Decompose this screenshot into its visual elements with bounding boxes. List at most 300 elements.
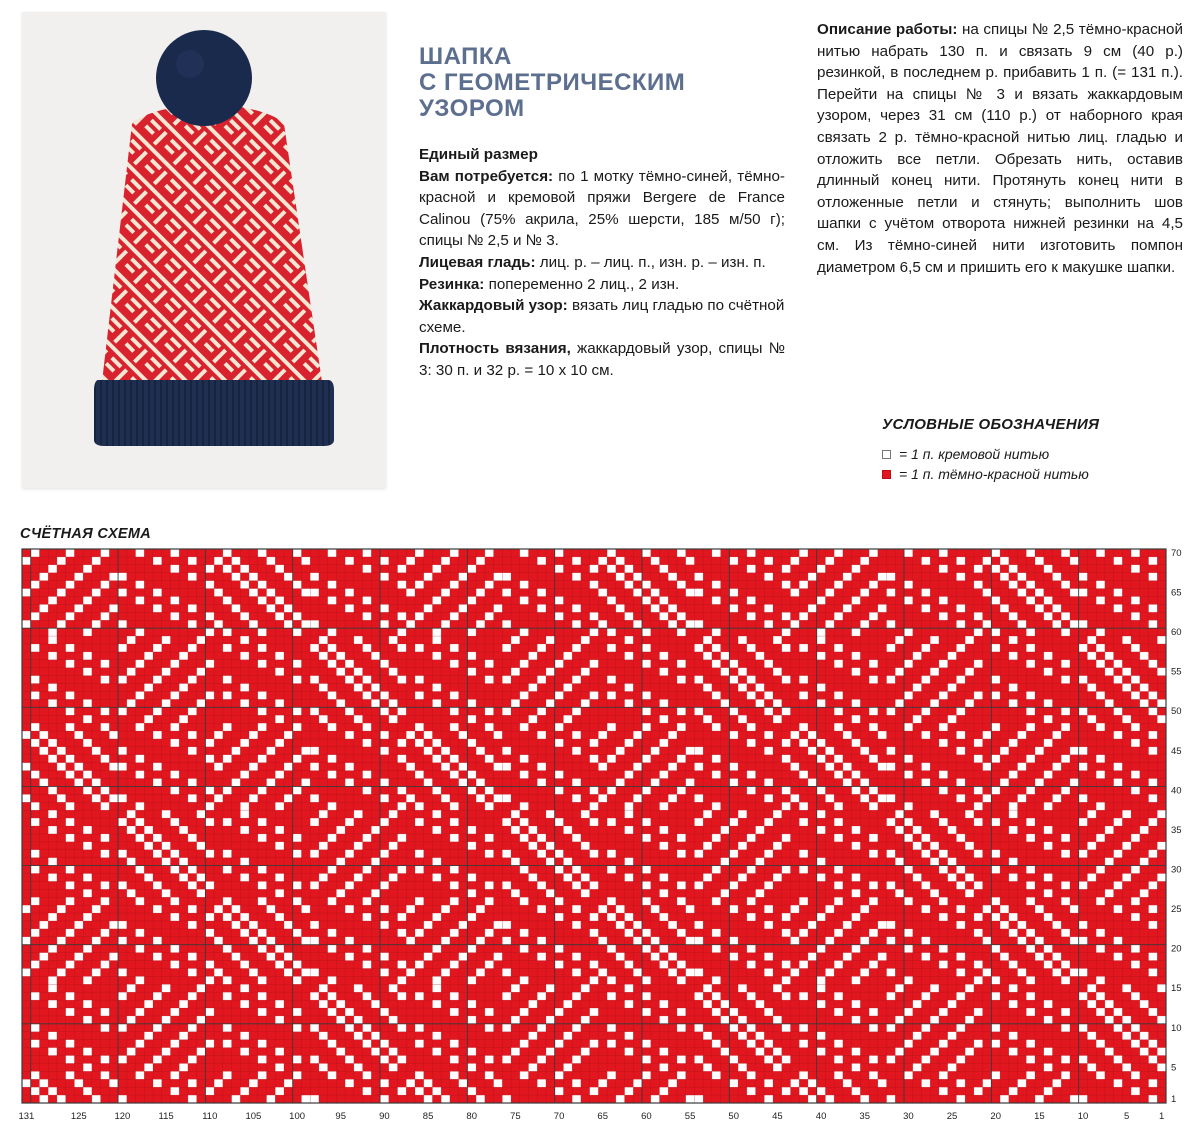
cream-stitch [92,794,101,802]
cream-stitch [1061,834,1070,842]
cream-stitch [476,905,485,913]
cream-stitch [834,1040,843,1048]
cream-stitch [205,1040,214,1048]
cream-stitch [363,596,372,604]
cream-stitch [1018,620,1027,628]
cream-stitch [432,858,441,866]
cream-stitch [92,589,101,597]
cream-stitch [66,707,75,715]
cream-stitch [991,628,1000,636]
cream-stitch [1009,612,1018,620]
cream-stitch [258,707,267,715]
cream-stitch [878,604,887,612]
cream-stitch [1009,1000,1018,1008]
cream-stitch [136,929,145,937]
cream-stitch [520,802,529,810]
work-description [817,19,1183,278]
cream-stitch [939,850,948,858]
cream-stitch [1052,953,1061,961]
cream-stitch [895,668,904,676]
cream-stitch [284,731,293,739]
cream-stitch [520,897,529,905]
cream-stitch [764,747,773,755]
cream-stitch [380,604,389,612]
cream-stitch [642,660,651,668]
cream-stitch [1018,937,1027,945]
cream-stitch [197,1016,206,1024]
cream-stitch [48,652,57,660]
cream-stitch [790,589,799,597]
cream-stitch [380,968,389,976]
cream-stitch [301,905,310,913]
cream-stitch [921,1056,930,1064]
cream-stitch [328,755,337,763]
cream-stitch [406,763,415,771]
cream-stitch [1096,992,1105,1000]
cream-stitch [965,1048,974,1056]
cream-stitch [983,794,992,802]
cream-stitch [467,945,476,953]
cream-stitch [572,1056,581,1064]
cream-stitch [1009,810,1018,818]
cream-stitch [459,779,468,787]
cream-stitch [83,668,92,676]
cream-stitch [1009,1087,1018,1095]
cream-stitch [1044,802,1053,810]
cream-stitch [1140,858,1149,866]
cream-stitch [860,1095,869,1103]
cream-stitch [1096,723,1105,731]
cream-stitch [205,818,214,826]
cream-stitch [1009,636,1018,644]
legend-title: УСЛОВНЫЕ ОБОЗНАЧЕНИЯ [882,416,1100,433]
cream-stitch [651,589,660,597]
cream-stitch [1157,1063,1166,1071]
specs-column [419,144,785,382]
cream-stitch [1009,652,1018,660]
cream-stitch [1131,1040,1140,1048]
cream-stitch [563,715,572,723]
cream-stitch [904,866,913,874]
cream-stitch [729,604,738,612]
cream-stitch [127,1016,136,1024]
cream-stitch [747,834,756,842]
cream-stitch [398,929,407,937]
cream-stitch [494,573,503,581]
cream-stitch [48,684,57,692]
cream-stitch [31,644,40,652]
cream-stitch [1157,699,1166,707]
cream-stitch [485,549,494,557]
cream-stitch [764,881,773,889]
cream-stitch [1070,620,1079,628]
cream-stitch [1149,1056,1158,1064]
cream-stitch [485,1024,494,1032]
cream-stitch [450,660,459,668]
cream-stitch [555,897,564,905]
cream-stitch [380,660,389,668]
cream-stitch [843,731,852,739]
cream-stitch [555,850,564,858]
cream-stitch [1079,937,1088,945]
cream-stitch [328,1071,337,1079]
cream-stitch [83,913,92,921]
cream-stitch [555,818,564,826]
cream-stitch [92,779,101,787]
cream-stitch [799,676,808,684]
cream-stitch [406,794,415,802]
cream-stitch [101,581,110,589]
cream-stitch [66,802,75,810]
cream-stitch [328,1040,337,1048]
cream-stitch [939,897,948,905]
cream-stitch [345,557,354,565]
cream-stitch [1026,897,1035,905]
cream-stitch [406,968,415,976]
cream-stitch [31,549,40,557]
cream-stitch [895,889,904,897]
cream-stitch [467,842,476,850]
cream-stitch [782,644,791,652]
cream-stitch [660,913,669,921]
cream-stitch [188,1079,197,1087]
cream-stitch [57,763,66,771]
cream-stitch [441,620,450,628]
cream-stitch [956,968,965,976]
cream-stitch [852,913,861,921]
x-tick-label: 125 [70,1111,87,1122]
cream-stitch [633,968,642,976]
cream-stitch [389,715,398,723]
cream-stitch [345,850,354,858]
cream-stitch [170,660,179,668]
cream-stitch [939,945,948,953]
cream-stitch [764,1008,773,1016]
cream-stitch [83,652,92,660]
cream-stitch [136,581,145,589]
cream-stitch [1052,763,1061,771]
cream-stitch [267,953,276,961]
cream-stitch [205,755,214,763]
cream-stitch [48,628,57,636]
cream-stitch [703,684,712,692]
cream-stitch [598,557,607,565]
cream-stitch [170,691,179,699]
cream-stitch [1061,581,1070,589]
cream-stitch [424,731,433,739]
cream-stitch [677,612,686,620]
cream-stitch [642,707,651,715]
cream-stitch [371,858,380,866]
cream-stitch [485,897,494,905]
cream-stitch [432,739,441,747]
cream-stitch [101,755,110,763]
cream-stitch [1026,881,1035,889]
cream-stitch [1131,834,1140,842]
cream-stitch [485,929,494,937]
cream-stitch [1114,676,1123,684]
cream-stitch [799,929,808,937]
cream-stitch [852,596,861,604]
cream-stitch [188,747,197,755]
cream-stitch [1114,1056,1123,1064]
cream-stitch [415,676,424,684]
cream-stitch [258,976,267,984]
cream-stitch [555,771,564,779]
cream-stitch [205,881,214,889]
cream-stitch [371,684,380,692]
cream-stitch [363,866,372,874]
cream-stitch [852,699,861,707]
cream-stitch [380,1095,389,1103]
cream-stitch [895,984,904,992]
cream-stitch [398,565,407,573]
cream-stitch [467,628,476,636]
cream-stitch [721,826,730,834]
cream-stitch [494,953,503,961]
cream-stitch [590,818,599,826]
cream-stitch [214,763,223,771]
cream-stitch [616,1095,625,1103]
cream-stitch [747,992,756,1000]
cream-stitch [74,763,83,771]
cream-stitch [441,589,450,597]
cream-stitch [118,644,127,652]
cream-stitch [240,858,249,866]
cream-stitch [232,953,241,961]
cream-stitch [415,802,424,810]
cream-stitch [948,873,957,881]
cream-stitch [590,1040,599,1048]
cream-stitch [965,889,974,897]
cream-stitch [354,984,363,992]
cream-stitch [764,1079,773,1087]
cream-stitch [616,604,625,612]
cream-stitch [476,620,485,628]
cream-stitch [799,691,808,699]
cream-stitch [686,747,695,755]
cream-stitch [450,1008,459,1016]
cream-stitch [625,771,634,779]
cream-stitch [1052,968,1061,976]
cream-stitch [459,763,468,771]
cream-stitch [1044,1063,1053,1071]
cream-stitch [930,1016,939,1024]
cream-stitch [118,763,127,771]
x-tick-label: 65 [597,1111,608,1122]
cream-stitch [852,945,861,953]
cream-stitch [1000,604,1009,612]
cream-stitch [406,1079,415,1087]
cream-stitch [956,834,965,842]
cream-stitch [240,810,249,818]
y-tick-label: 35 [1171,825,1182,836]
cream-stitch [22,794,31,802]
cream-stitch [1035,937,1044,945]
cream-stitch [83,596,92,604]
cream-stitch [555,691,564,699]
cream-stitch [511,1048,520,1056]
cream-stitch [878,731,887,739]
cream-stitch [625,652,634,660]
cream-stitch [825,747,834,755]
cream-stitch [197,842,206,850]
cream-stitch [415,771,424,779]
cream-stitch [956,557,965,565]
cream-stitch [825,620,834,628]
cream-stitch [432,826,441,834]
cream-stitch [764,794,773,802]
cream-stitch [913,652,922,660]
cream-stitch [625,1087,634,1095]
cream-stitch [432,1032,441,1040]
cream-stitch [930,1048,939,1056]
cream-stitch [267,604,276,612]
cream-stitch [1044,873,1053,881]
cream-stitch [537,604,546,612]
cream-stitch [1061,1024,1070,1032]
cream-stitch [1149,1008,1158,1016]
cream-stitch [205,786,214,794]
cream-stitch [974,581,983,589]
cream-stitch [546,842,555,850]
cream-stitch [127,668,136,676]
cream-stitch [31,723,40,731]
cream-stitch [817,684,826,692]
cream-stitch [310,881,319,889]
cream-stitch [625,961,634,969]
cream-stitch [502,644,511,652]
cream-stitch [1122,1016,1131,1024]
cream-stitch [703,984,712,992]
cream-stitch [520,818,529,826]
cream-stitch [170,818,179,826]
cream-stitch [459,1079,468,1087]
cream-stitch [834,549,843,557]
cream-stitch [817,1032,826,1040]
cream-stitch [223,691,232,699]
cream-stitch [825,557,834,565]
cream-stitch [380,850,389,858]
cream-stitch [363,961,372,969]
cream-stitch [660,771,669,779]
cream-stitch [747,913,756,921]
cream-stitch [258,818,267,826]
cream-stitch [205,628,214,636]
cream-stitch [485,881,494,889]
cream-stitch [808,779,817,787]
cream-stitch [625,984,634,992]
cream-stitch [887,937,896,945]
cream-stitch [301,1095,310,1103]
cream-stitch [1035,604,1044,612]
cream-stitch [432,684,441,692]
cream-stitch [1114,905,1123,913]
cream-stitch [450,802,459,810]
cream-stitch [101,707,110,715]
cream-stitch [48,976,57,984]
cream-stitch [293,834,302,842]
cream-stitch [1105,889,1114,897]
cream-stitch [520,1008,529,1016]
cream-stitch [275,826,284,834]
cream-stitch [83,945,92,953]
cream-stitch [572,992,581,1000]
cream-stitch [677,881,686,889]
cream-stitch [66,644,75,652]
cream-stitch [249,573,258,581]
cream-stitch [817,1087,826,1095]
cream-stitch [677,755,686,763]
cream-stitch [1096,660,1105,668]
cream-stitch [625,913,634,921]
cream-stitch [520,755,529,763]
cream-stitch [363,739,372,747]
cream-stitch [1122,873,1131,881]
cream-stitch [136,834,145,842]
cream-stitch [546,984,555,992]
cream-stitch [301,968,310,976]
cream-stitch [380,881,389,889]
cream-stitch [275,739,284,747]
cream-stitch [48,913,57,921]
cream-stitch [275,873,284,881]
cream-stitch [1114,763,1123,771]
cream-stitch [310,968,319,976]
cream-stitch [921,589,930,597]
cream-stitch [1157,668,1166,676]
cream-stitch [293,612,302,620]
cream-stitch [939,961,948,969]
cream-stitch [572,968,581,976]
cream-stitch [1018,763,1027,771]
cream-stitch [153,1024,162,1032]
cream-stitch [502,818,511,826]
cream-stitch [782,866,791,874]
cream-stitch [101,786,110,794]
cream-stitch [764,604,773,612]
cream-stitch [319,1000,328,1008]
cream-stitch [808,921,817,929]
cream-stitch [336,668,345,676]
cream-stitch [380,779,389,787]
cream-stitch [782,707,791,715]
cream-stitch [345,905,354,913]
cream-stitch [380,1040,389,1048]
cream-stitch [1079,644,1088,652]
cream-stitch [590,802,599,810]
cream-stitch [991,596,1000,604]
cream-stitch [170,961,179,969]
cream-stitch [398,628,407,636]
cream-stitch [1087,984,1096,992]
cream-stitch [467,1000,476,1008]
cream-stitch [1018,589,1027,597]
cream-stitch [790,1079,799,1087]
cream-stitch [1035,953,1044,961]
cream-stitch [153,1079,162,1087]
cream-stitch [136,628,145,636]
cream-stitch [275,1063,284,1071]
cream-stitch [39,921,48,929]
cream-stitch [223,818,232,826]
cream-stitch [319,636,328,644]
cream-stitch [293,723,302,731]
cream-stitch [240,652,249,660]
cream-stitch [66,755,75,763]
cream-stitch [188,557,197,565]
cream-stitch [1061,850,1070,858]
